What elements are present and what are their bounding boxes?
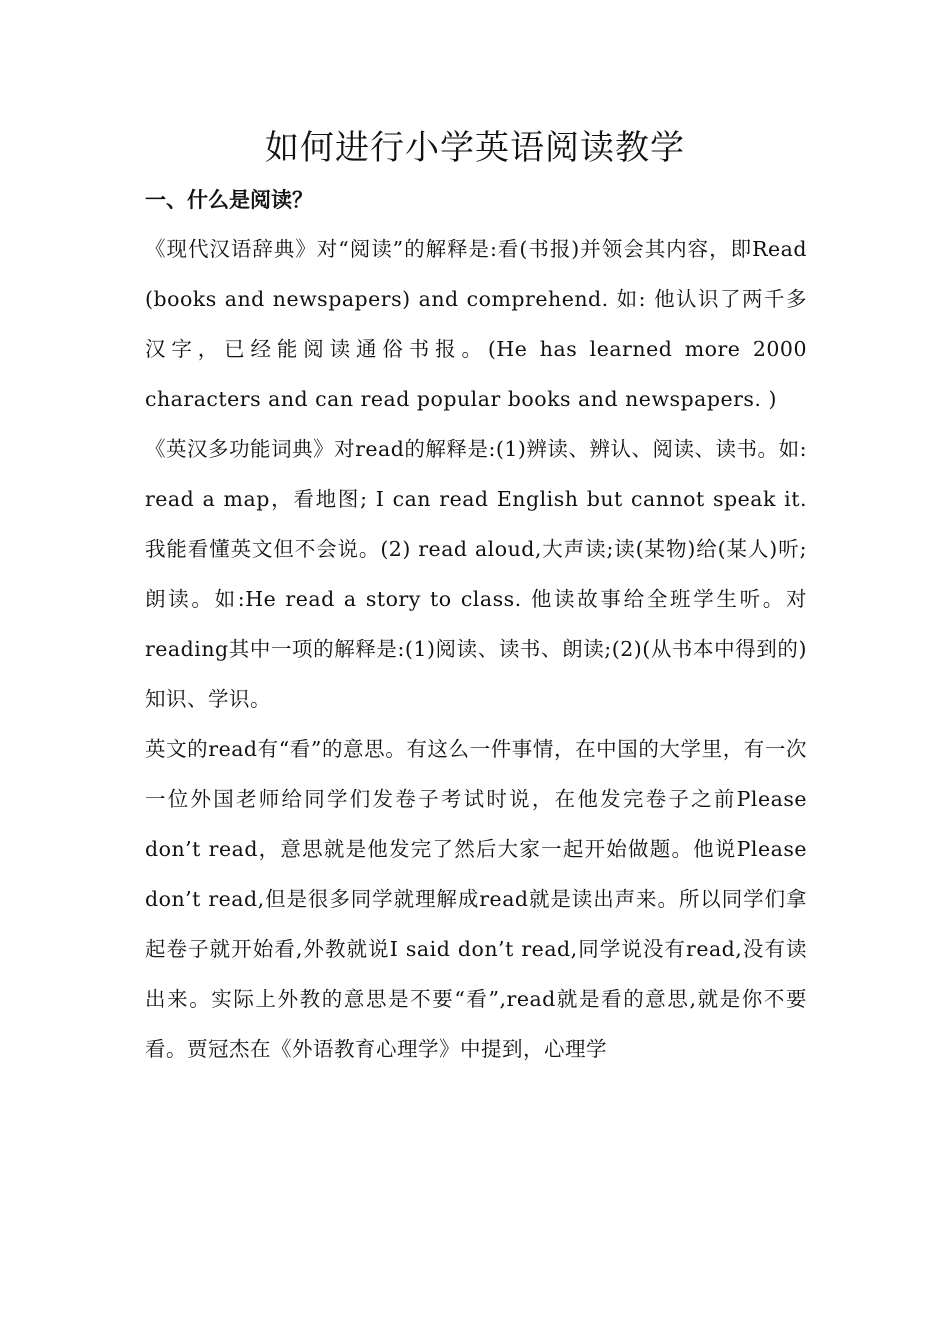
document-body	[145, 224, 807, 1074]
section-heading: 一、什么是阅读？	[145, 188, 313, 212]
paragraph-definition-dictionary: 《现代汉语辞典》对“阅读”的解释是:看(书报)并领会其内容，即Read (books and newspapers) and comprehend. 如: 他认识了两千多汉字，已经能阅读通俗书报。(He has learned more 2000 characters and can read popular books and newspapers. )	[145, 237, 807, 411]
paragraph-read-anecdote: 英文的read有“看”的意思。有这么一件事情，在中国的大学里，有一次一位外国老师给同学们发卷子考试时说，在他发完卷子之前Please don’t read，意思就是他发完了然后大家一起开始做题。他说Please don’t read,但是很多同学就理解成read就是读出声来。所以同学们拿起卷子就开始看,外教就说I said don’t read,同学说没有read,没有读出来。实际上外教的意思是不要“看”,read就是看的意思,就是你不要看。贾冠杰在《外语教育心理学》中提到，心理学	[145, 737, 807, 1061]
paragraph-definition-multifunction-dictionary: 《英汉多功能词典》对read的解释是:(1)辨读、辨认、阅读、读书。如: read a map，看地图; I can read English but cannot speak it. 我能看懂英文但不会说。(2) read aloud,大声读;读(某物)给(某人)听;朗读。如:He read a story to class. 他读故事给全班学生听。对reading其中一项的解释是:(1)阅读、读书、朗读;(2)(从书本中得到的)知识、学识。	[145, 437, 807, 711]
document-title: 如何进行小学英语阅读教学	[265, 128, 685, 168]
